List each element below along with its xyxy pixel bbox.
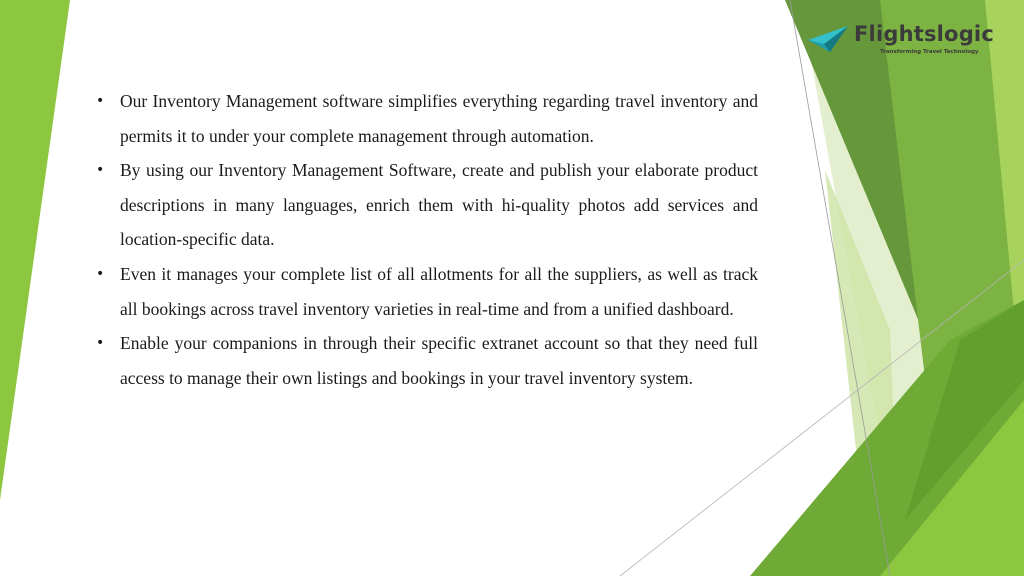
bullet-item [94,153,758,257]
flightslogic-logo[interactable] [808,22,994,62]
bullet-text: Enable your companions in through their specific extranet account so that they need full access to manage their own listings and bookings in your travel inventory system. [120,333,758,388]
bullet-dot-icon: • [96,93,105,109]
bullet-item [94,257,758,326]
bullet-dot-icon: • [96,335,105,352]
logo-tagline: Transforming Travel Technology [880,49,979,55]
bullet-dot-icon: • [96,265,105,282]
left-green-stripe [0,0,70,500]
bullet-text: Even it manages your complete list of all allotments for all the suppliers, as well as track all bookings across travel inventory varieties in real-time and from a unified dashboard. [120,263,758,319]
bullet-item [94,326,758,395]
bullet-list [94,84,758,395]
bullet-item [94,84,758,153]
bullet-dot-icon: • [96,162,105,179]
paper-plane-icon [808,26,848,54]
bullet-text: Our Inventory Management software simplifies everything regarding travel inventory and permits it to under your complete management through automation. [120,91,758,146]
bullet-list-container [94,84,758,395]
logo-name: Flightslogic [854,22,994,46]
bullet-text: By using our Inventory Management Software, create and publish your elaborate product descriptions in many languages, enrich them with hi-quality photos add services and location-specific data. [120,160,758,250]
